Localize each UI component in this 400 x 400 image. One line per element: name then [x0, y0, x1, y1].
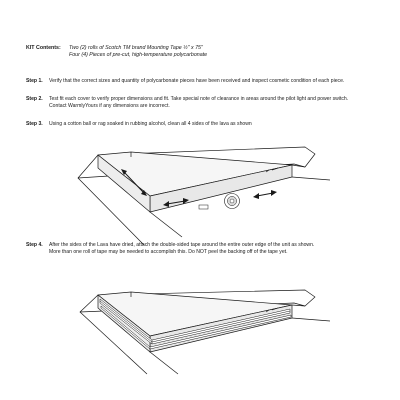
step-1-label: Step 1. — [26, 78, 43, 84]
cleaning-sides-illustration — [0, 130, 400, 240]
pilot-light-knob-icon — [225, 194, 240, 209]
power-switch-icon — [199, 205, 208, 209]
step-2-line-1: Test fit each cover to verify proper dimensions and fit. Take special note of clearance in areas around the pilot light and power switch. — [49, 96, 349, 102]
step-2-text — [49, 96, 399, 109]
step-4-line-2: More than one roll of tape may be needed to accomplish this. Do NOT peel the backing off of the tape yet. — [49, 248, 288, 255]
step-3-label: Step 3. — [26, 121, 43, 127]
kit-contents-line-2: Four (4) Pieces of pre-cut, high-temperature polycarbonate — [69, 52, 208, 58]
wipe-arrow-icon-right — [253, 190, 277, 199]
kit-contents-label: KIT Contents: — [26, 45, 61, 51]
step-3-line-1: Using a cotton ball or rag soaked in rubbing alcohol, clean all 4 sides of the lava as shown — [49, 121, 252, 127]
step-2-line-2: Contact WarmlyYours if any dimensions are incorrect. — [49, 102, 170, 109]
kit-contents-line-1: Two (2) rolls of Scotch TM brand Mounting Tape ½" x 75" — [69, 45, 203, 51]
step-4-text — [49, 242, 399, 255]
step-3-text — [49, 121, 399, 128]
step-1-line-1: Verify that the correct sizes and quantity of polycarbonate pieces have been received and inspect cosmetic condition of each piece. — [49, 78, 345, 84]
step-4-label: Step 4. — [26, 242, 43, 248]
step-1-text — [49, 78, 399, 85]
step-2-label: Step 2. — [26, 96, 43, 102]
tape-application-illustration — [0, 278, 400, 378]
step-4-line-1: After the sides of the Lava have dried, attach the double-sided tape around the entire outer edge of the unit as shown. — [49, 242, 315, 248]
